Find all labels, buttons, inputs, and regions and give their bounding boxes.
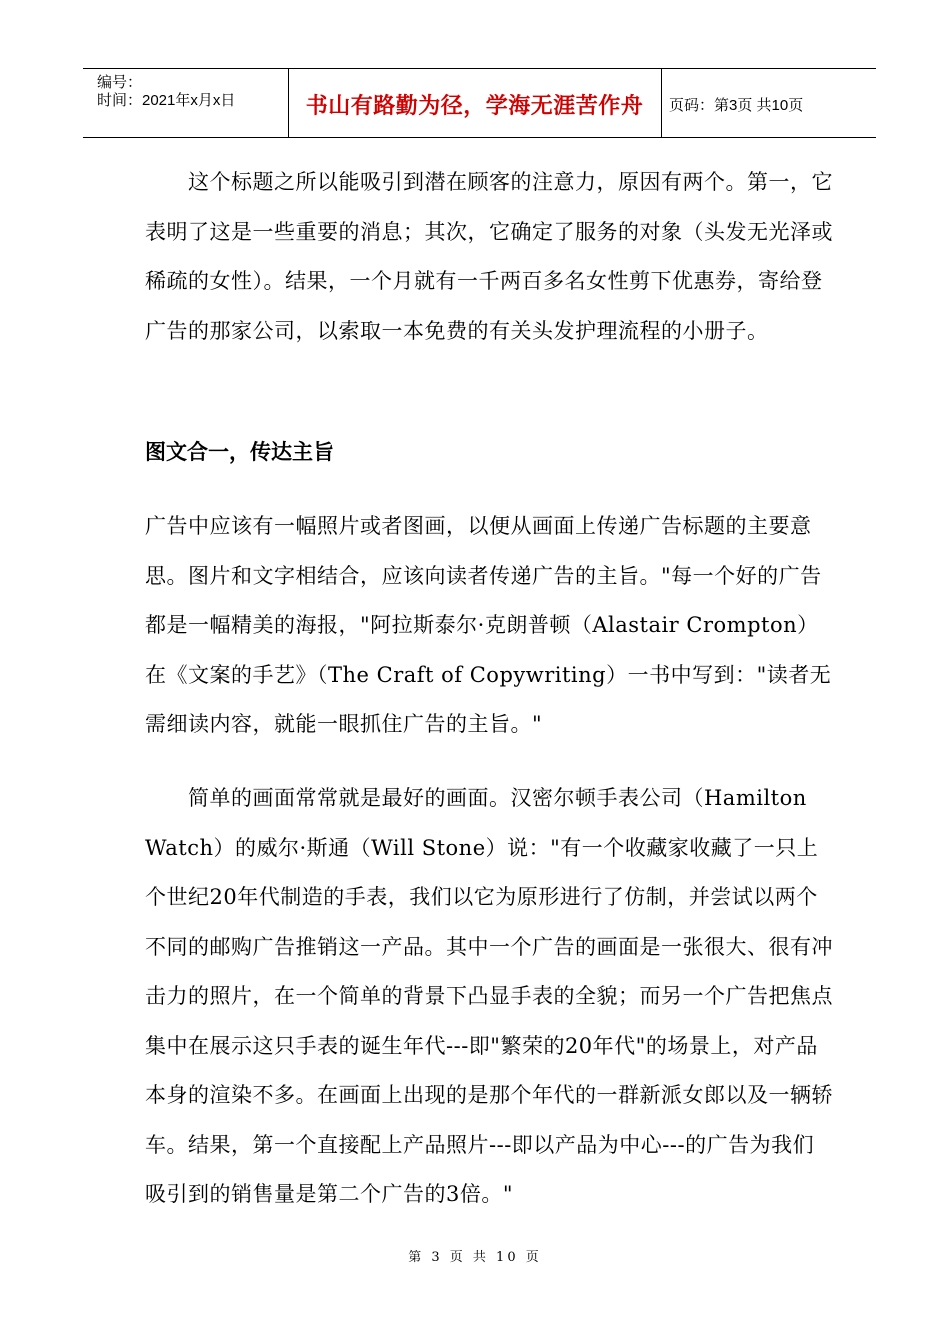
paragraph-2: 广告中应该有一幅照片或者图画，以便从画面上传递广告标题的主要意思。图片和文字相结合，应该向读者传递广告的主旨。"每一个好的广告都是一幅精美的海报，"阿拉斯泰尔·克朗普顿（Alastair Crompton）在《文案的手艺》（The Craft of Copywriting）一书中写到："读者无需细读内容，就能一眼抓住广告的主旨。" (145, 514, 832, 736)
header-page-label: 页码：第3页 共10页 (669, 97, 804, 114)
page-footer: 第 3 页 共 10 页 (408, 1250, 542, 1265)
paragraph-1: 这个标题之所以能吸引到潜在顾客的注意力，原因有两个。第一，它表明了这是一些重要的消息；其次，它确定了服务的对象（头发无光泽或稀疏的女性）。结果，一个月就有一千两百多名女性剪下优惠券，寄给登广告的那家公司，以索取一本免费的有关头发护理流程的小册子。 (145, 170, 833, 343)
number-label: 编号： (97, 74, 143, 91)
header-meta (83, 69, 288, 137)
paragraph-3: 简单的画面常常就是最好的画面。汉密尔顿手表公司（Hamilton Watch）的威尔·斯通（Will Stone）说："有一个收藏家收藏了一只上个世纪20年代制造的手表，我们以它为原形进行了仿制，并尝试以两个不同的邮购广告推销这一产品。其中一个广告的画面是一张很大、很有冲击力的照片，在一个简单的背景下凸显手表的全貌；而另一个广告把焦点集中在展示这只手表的诞生年代---即"繁荣的20年代"的场景上，对产品本身的渲染不多。在画面上出现的是那个年代的一群新派女郎以及一辆轿车。结果，第一个直接配上产品照片---即以产品为中心---的广告为我们吸引到的销售量是第二个广告的3倍。" (145, 786, 833, 1206)
header-motto: 书山有路勤为径，学海无涯苦作舟 (305, 94, 644, 119)
header-motto-cell (288, 69, 661, 137)
section-heading: 图文合一，传达主旨 (145, 440, 334, 464)
document-header (83, 68, 876, 138)
time-label: 时间：2021年x月x日 (97, 92, 236, 109)
header-page-cell (661, 69, 876, 137)
